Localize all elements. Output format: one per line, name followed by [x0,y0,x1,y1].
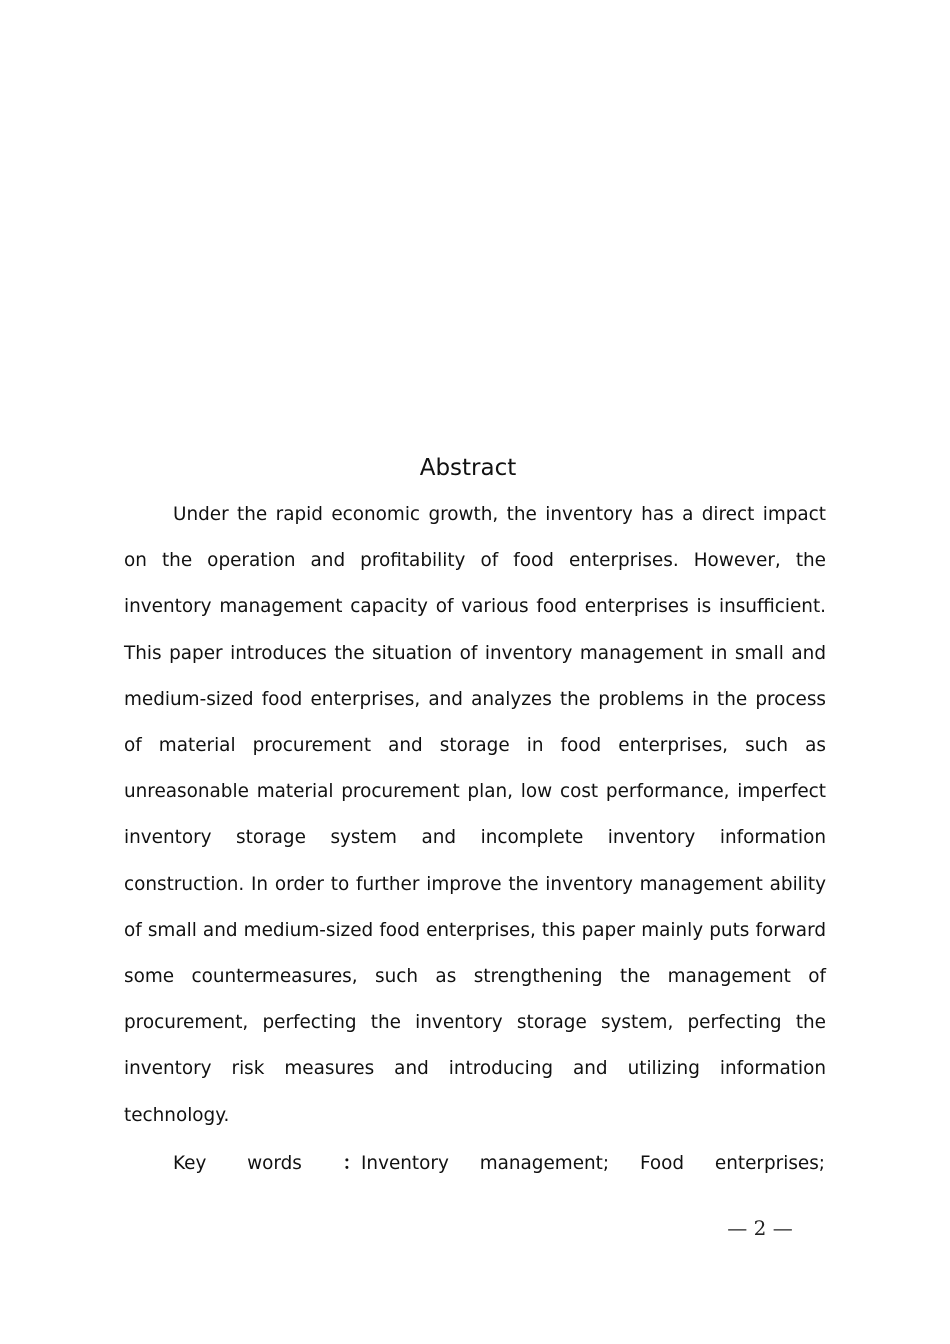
abstract-paragraph: Under the rapid economic growth, the inventory has a direct impact on the operation and profitability of food enterprises. However, the inventory management capacity of various food enterprises is insufficient. This paper introduces the situation of inventory management in small and medium-sized food enterprises, and analyzes the problems in the process of material procurement and storage in food enterprises, such as unreasonable material procurement plan, low cost performance, imperfect inventory storage system and incomplete inventory information construction. In order to further improve the inventory management ability of small and medium-sized food enterprises, this paper mainly puts forward some countermeasures, such as strengthening the management of procurement, perfecting the inventory storage system, perfecting the inventory risk measures and introducing and utilizing information technology. [124,504,826,1126]
keywords-label [173,1145,361,1183]
keywords-values: Inventory management; Food enterprises; [361,1153,825,1174]
keywords-label-word1: Key [173,1153,207,1174]
page-number: — 2 — [727,1216,793,1240]
keywords-separator: ： [342,1153,361,1174]
keywords-line [124,1145,826,1183]
keywords-label-word2: words [247,1153,302,1174]
abstract-heading: Abstract [419,455,517,481]
